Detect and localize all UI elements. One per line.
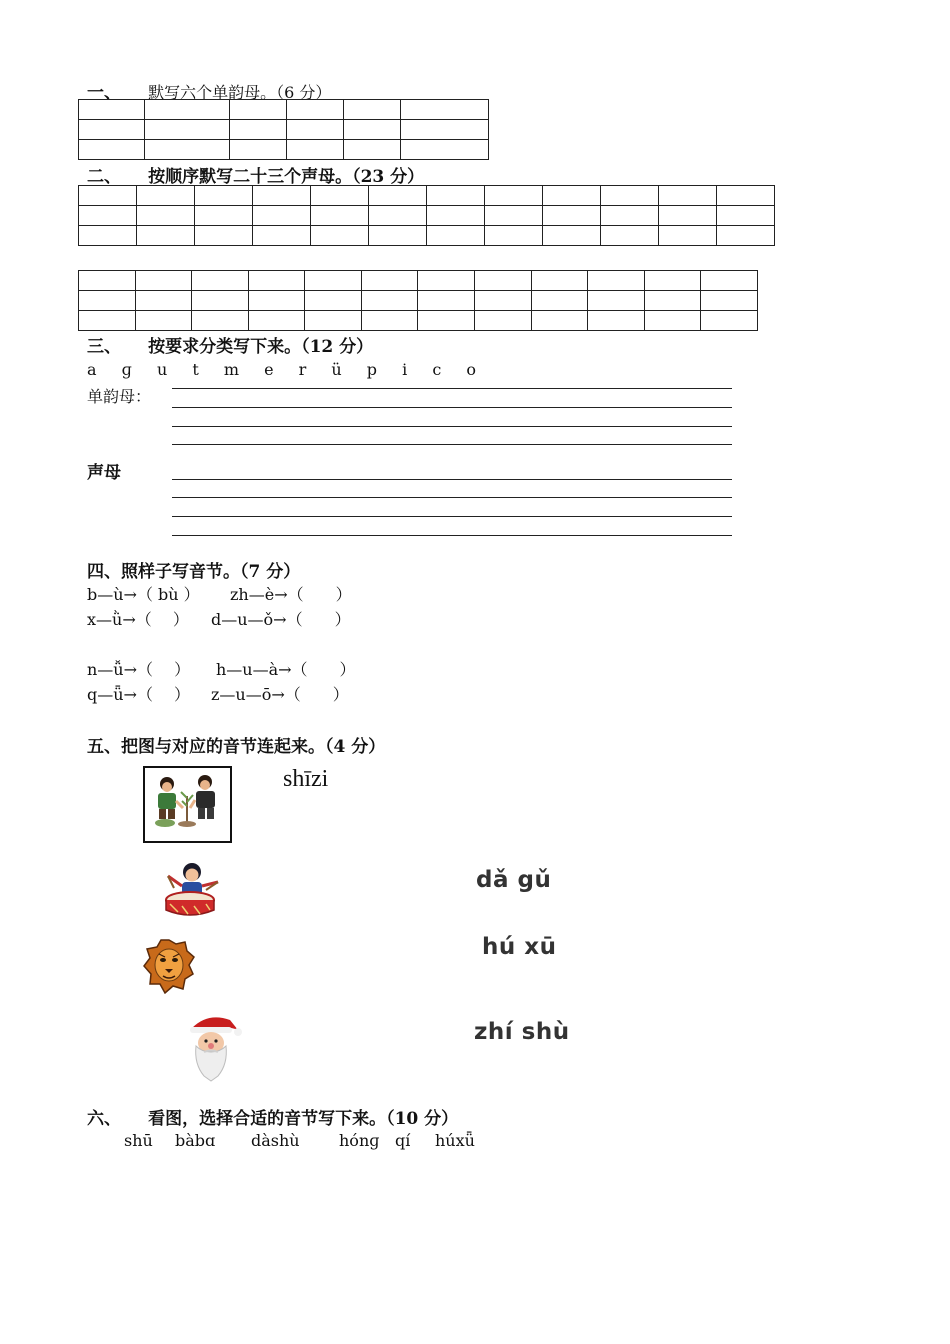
label-initials: 声母 [87, 463, 121, 483]
section-number: 六、 [87, 1109, 121, 1129]
writing-line[interactable] [172, 479, 732, 480]
pinyin-option[interactable]: dǎ gǔ [476, 867, 552, 893]
section-title: 看图，选择合适的音节写下来。（10 分） [148, 1109, 459, 1129]
answer-grid-vowels[interactable] [78, 99, 489, 160]
lion-picture[interactable] [143, 938, 195, 994]
answer-grid-initials-2[interactable] [78, 270, 758, 331]
section-3-heading [87, 332, 373, 357]
writing-line[interactable] [172, 497, 732, 498]
writing-line[interactable] [172, 516, 732, 517]
letter-list: a ɡ u t m e r ü p i c o [87, 360, 487, 379]
syllable-exercise[interactable]: x—ǜ→（ ） [87, 610, 189, 629]
syllable-choice: qí [395, 1131, 411, 1150]
lion-icon [143, 938, 195, 994]
bearded-man-picture[interactable] [184, 1012, 242, 1082]
section-number: 二、 [87, 167, 121, 187]
drummer-icon [160, 858, 224, 918]
pinyin-option[interactable]: shīzi [283, 766, 329, 792]
section-title: 按要求分类写下来。（12 分） [148, 337, 374, 357]
answer-grid-initials-1[interactable] [78, 185, 775, 246]
children-planting-icon [145, 768, 230, 841]
syllable-exercise[interactable]: zh—è→（ ） [230, 585, 352, 604]
section-4-title: 四、照样子写音节。（7 分） [87, 562, 301, 582]
writing-line[interactable] [172, 444, 732, 445]
section-title: 默写六个单韵母。（6 分） [148, 83, 332, 102]
writing-line[interactable] [172, 388, 732, 389]
syllable-example: b—ù→（ bù ） [87, 585, 200, 604]
syllable-choice: shū [124, 1131, 153, 1150]
section-2-heading [87, 162, 424, 187]
syllable-choice: dàshù [251, 1131, 300, 1150]
santa-icon [184, 1012, 242, 1082]
writing-line[interactable] [172, 407, 732, 408]
section-6-heading [87, 1104, 458, 1129]
label-simple-finals: 单韵母： [87, 387, 152, 406]
syllable-exercise[interactable]: z—u—ō→（ ） [211, 685, 349, 704]
section-number: 三、 [87, 337, 121, 357]
writing-line[interactable] [172, 535, 732, 536]
writing-line[interactable] [172, 426, 732, 427]
syllable-exercise[interactable]: n—ǚ→（ ） [87, 660, 191, 679]
syllable-choice: bàbɑ [175, 1131, 216, 1150]
section-number: 一、 [87, 83, 121, 103]
syllable-choice: húxǖ [435, 1131, 475, 1150]
tree-planting-picture[interactable] [143, 766, 232, 843]
drum-picture[interactable] [160, 858, 224, 918]
syllable-choice: hónɡ [339, 1131, 380, 1150]
pinyin-option[interactable]: hú xū [482, 934, 557, 960]
section-title: 按顺序默写二十三个声母。（23 分） [148, 167, 425, 187]
syllable-exercise[interactable]: h—u—à→（ ） [216, 660, 356, 679]
pinyin-option[interactable]: zhí shù [474, 1019, 570, 1045]
syllable-exercise[interactable]: q—ǖ→（ ） [87, 685, 191, 704]
syllable-exercise[interactable]: d—u—ǒ→（ ） [211, 610, 351, 629]
section-5-title: 五、把图与对应的音节连起来。（4 分） [87, 737, 386, 757]
